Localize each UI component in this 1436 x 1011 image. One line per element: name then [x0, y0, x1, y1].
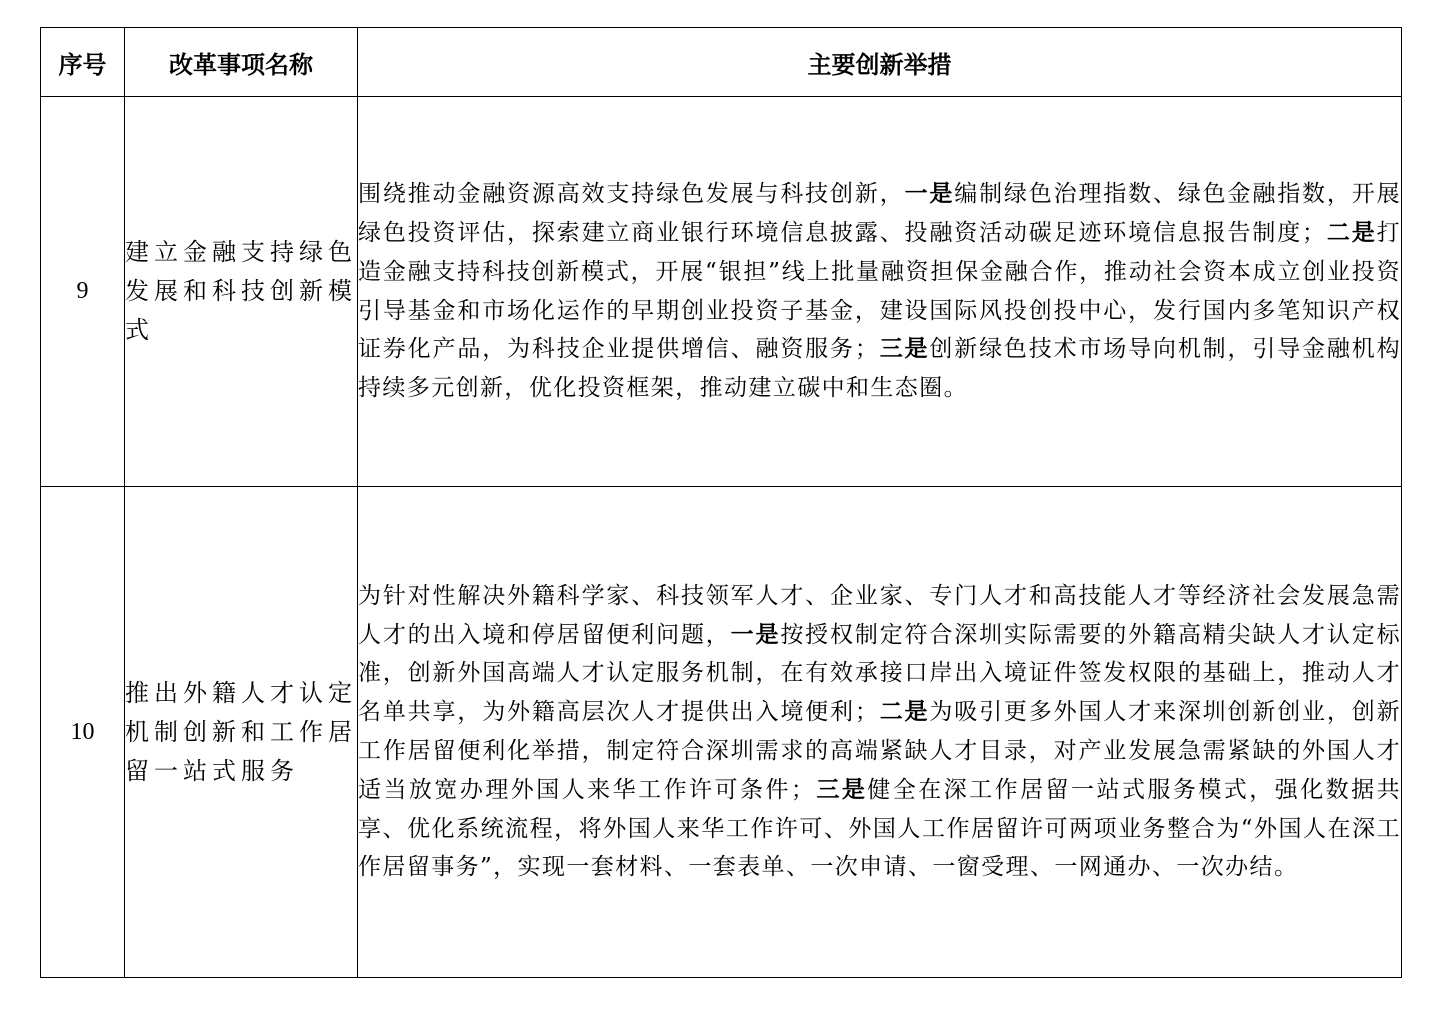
measure-text-segment: 打造金融支持科技创新模式，开展“银担”线上批量融资担保金融合作，推动社会资本成立创业投资引导基金和市场化运作的早期创业投资子基金，建设国际风投创投中心，发行国内多笔知识产权证券化产品，为科技企业提供增信、融资服务；: [358, 219, 1401, 363]
row-measures-cell: [358, 487, 1402, 978]
row-measures-text: [358, 577, 1401, 887]
row-serial-number: 10: [41, 487, 125, 978]
row-serial-number: 9: [41, 97, 125, 487]
measure-text-segment: 为针对性解决外籍科学家、科技领军人才、企业家、专门人才和高技能人才等经济社会发展急需人才的出入境和停居留便利问题，: [358, 582, 1401, 648]
measure-point-label: 三是: [815, 776, 868, 803]
measure-point-label: 二是: [879, 699, 930, 726]
header-reform-item-name: 改革事项名称: [125, 28, 358, 97]
measure-text-segment: 为吸引更多外国人才来深圳创新创业，创新工作居留便利化举措，制定符合深圳需求的高端紧缺人才目录，对产业发展急需紧缺的外国人才适当放宽办理外国人来华工作许可条件；: [358, 699, 1401, 803]
measure-text-segment: 围绕推动金融资源高效支持绿色发展与科技创新，: [358, 181, 905, 208]
measure-point-label: 一是: [730, 621, 781, 648]
measure-point-label: 三是: [879, 336, 930, 363]
reform-table: [40, 27, 1402, 978]
measure-text-segment: 创新绿色技术市场导向机制，引导金融机构持续多元创新，优化投资框架，推动建立碳中和生态圈。: [358, 336, 1401, 402]
row-reform-item-name: 建立金融支持绿色发展和科技创新模式: [125, 97, 358, 487]
measure-point-label: 二是: [1326, 219, 1377, 246]
table-header-row: [41, 28, 1402, 97]
row-measures-text: [358, 175, 1401, 408]
row-reform-item-name: 推出外籍人才认定机制创新和工作居留一站式服务: [125, 487, 358, 978]
measure-text-segment: 编制绿色治理指数、绿色金融指数，开展绿色投资评估，探索建立商业银行环境信息披露、投融资活动碳足迹环境信息报告制度；: [358, 181, 1401, 246]
table-row: [41, 97, 1402, 487]
row-measures-cell: [358, 97, 1402, 487]
measure-point-label: 一是: [904, 181, 955, 208]
measure-text-segment: 按授权制定符合深圳实际需要的外籍高精尖缺人才认定标准，创新外国高端人才认定服务机制，在有效承接口岸出入境证件签发权限的基础上，推动人才名单共享，为外籍高层次人才提供出入境便利；: [358, 621, 1401, 726]
header-main-innovation-measures: 主要创新举措: [358, 28, 1402, 97]
measure-text-segment: 健全在深工作居留一站式服务模式，强化数据共享、优化系统流程，将外国人来华工作许可、外国人工作居留许可两项业务整合为“外国人在深工作居留事务”，实现一套材料、一套表单、一次申请、一窗受理、一网通办、一次办结。: [358, 776, 1401, 881]
table-row: [41, 487, 1402, 978]
header-serial-number: 序号: [41, 28, 125, 97]
